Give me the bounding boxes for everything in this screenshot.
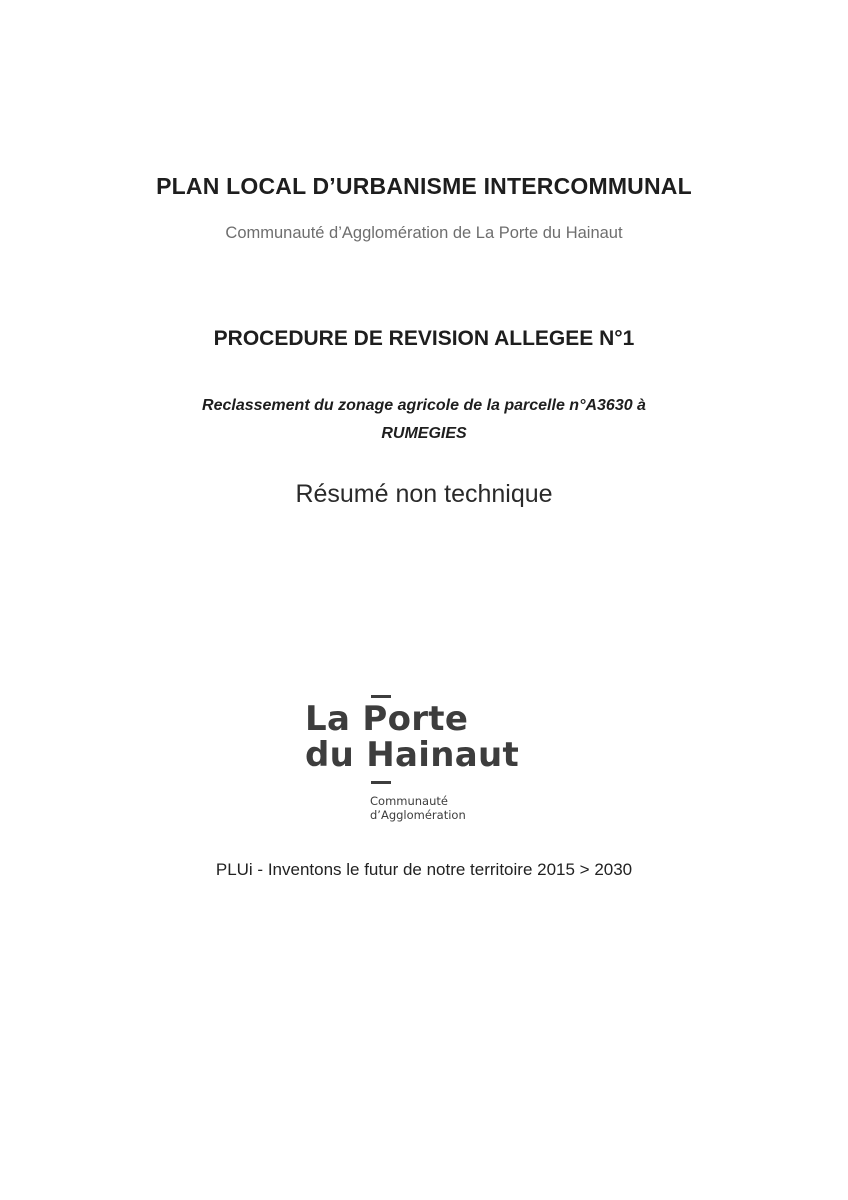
procedure-heading: PROCEDURE DE REVISION ALLEGEE N°1 [213,327,635,350]
reclassement-line-2: RUMEGIES [381,425,467,442]
reclassement-description [0,392,848,448]
document-subtitle: Communauté d’Agglomération de La Porte du Hainaut [225,224,623,242]
logo-bottom-bar [371,781,391,784]
logo-subtitle [370,794,466,822]
logo-sub-line-2: d’Agglomération [370,808,466,822]
logo-sub-line-1: Communauté [370,794,448,808]
reclassement-line-1: Reclassement du zonage agricole de la parcelle n°A3630 à [202,397,646,414]
logo-line-1: La Porte [305,699,469,739]
logo-top-bar [371,695,391,698]
document-title: PLAN LOCAL D’URBANISME INTERCOMMUNAL [156,173,692,199]
la-porte-du-hainaut-logo [300,692,560,827]
logo-line-2: du Hainaut [305,735,520,775]
plui-tagline: PLUi - Inventons le futur de notre territoire 2015 > 2030 [215,860,633,879]
summary-title: Résumé non technique [295,480,553,508]
